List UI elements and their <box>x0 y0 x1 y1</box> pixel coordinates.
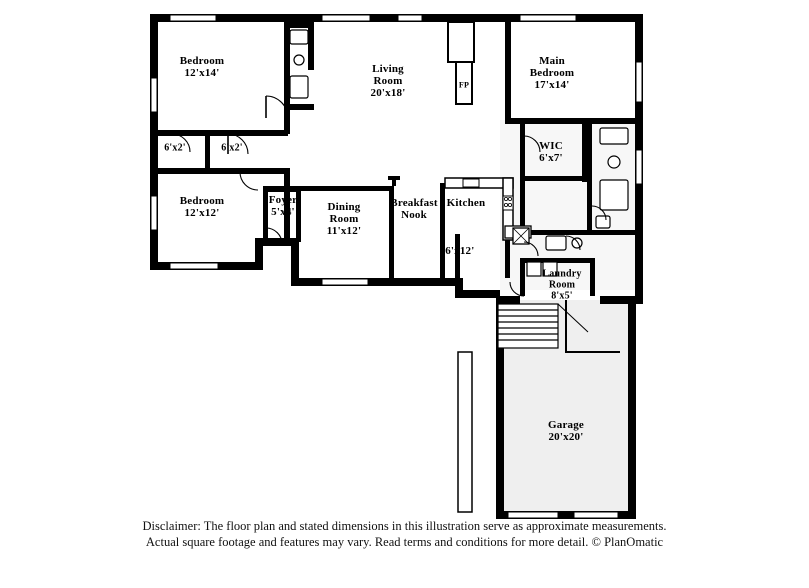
room-label-breakfast-nook: Breakfast Nook <box>390 197 438 221</box>
room-label-closet-left-a: 6'x2' <box>164 142 186 154</box>
room-label-kitchen: Kitchen <box>446 197 486 209</box>
room-label-closet-left-b: 6'x2' <box>221 142 243 154</box>
room-label-laundry-room: Laundry Room 8'x5' <box>542 268 582 302</box>
room-label-living-room: Living Room 20'x18' <box>370 63 406 99</box>
room-label-fireplace: FP <box>458 80 470 90</box>
room-label-foyer: Foyer 5'x4' <box>268 194 298 218</box>
room-label-room-16x12: 16'x12' <box>439 245 475 257</box>
disclaimer-line-1: Disclaimer: The floor plan and stated dimensions in this illustration serve as approximate measurements. <box>142 519 667 533</box>
room-label-garage: Garage 20'x20' <box>547 419 585 443</box>
disclaimer-line-2: Actual square footage and features may vary. Read terms and conditions for more detail. © PlanOmatic <box>145 535 664 549</box>
room-label-main-bedroom: Main Bedroom 17'x14' <box>529 55 575 91</box>
garage-door <box>458 352 472 512</box>
room-label-bedroom-top-left: Bedroom 12'x14' <box>179 55 225 79</box>
disclaimer <box>0 518 809 550</box>
room-label-wic: WIC 6'x7' <box>539 140 563 164</box>
room-label-bedroom-bottom-left: Bedroom 12'x12' <box>179 195 225 219</box>
room-label-dining-room: Dining Room 11'x12' <box>326 201 362 237</box>
